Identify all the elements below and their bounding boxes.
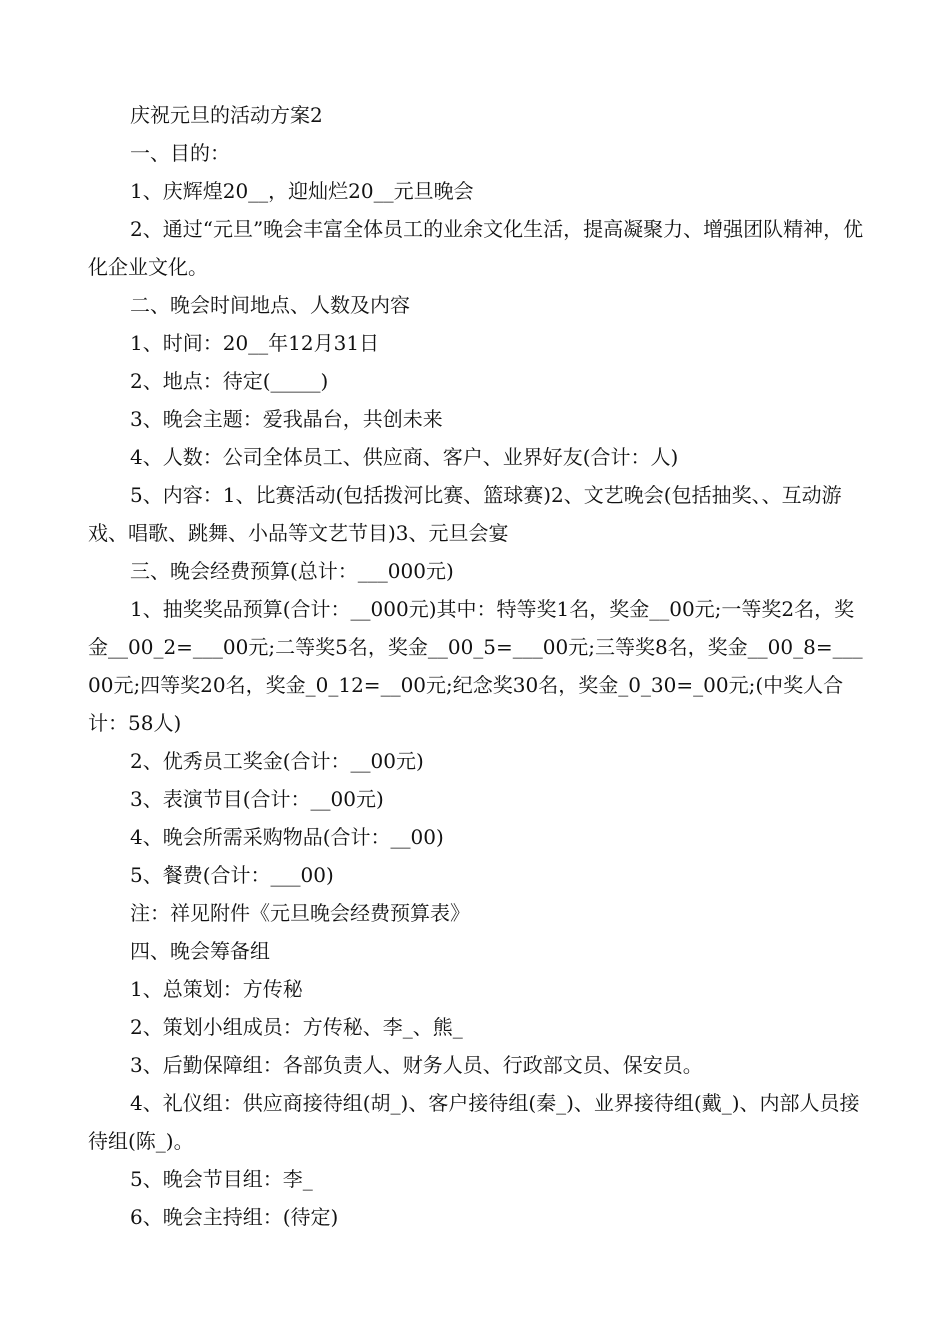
- section-heading-time-place: 二、晚会时间地点、人数及内容: [130, 293, 410, 317]
- paragraph: 3、表演节目(合计：__00元): [130, 787, 384, 811]
- paragraph: 4、晚会所需采购物品(合计：__00): [130, 825, 444, 849]
- paragraph: 2、地点：待定(_____): [130, 369, 329, 393]
- paragraph: 3、晚会主题：爱我晶台，共创未来: [130, 407, 443, 431]
- note: 注：祥见附件《元旦晚会经费预算表》: [130, 901, 470, 925]
- section-heading-budget: 三、晚会经费预算(总计：___000元): [130, 559, 454, 583]
- paragraph: 5、餐费(合计：___00): [130, 863, 334, 887]
- section-heading-purpose: 一、目的：: [130, 141, 230, 165]
- paragraph: 2、策划小组成员：方传秘、李_、熊_: [130, 1015, 463, 1039]
- paragraph: 1、时间：20__年12月31日: [130, 331, 380, 355]
- paragraph: 1、总策划：方传秘: [130, 977, 303, 1001]
- paragraph: 5、晚会节目组：李_: [130, 1167, 313, 1191]
- paragraph: 4、礼仪组：供应商接待组(胡_)、客户接待组(秦_)、业界接待组(戴_)、内部人员接待组(陈_)。: [88, 1091, 860, 1153]
- paragraph: 5、内容：1、比赛活动(包括拨河比赛、篮球赛)2、文艺晚会(包括抽奖、、互动游戏、唱歌、跳舞、小品等文艺节目)3、元旦会宴: [88, 483, 842, 545]
- paragraph: 3、后勤保障组：各部负责人、财务人员、行政部文员、保安员。: [130, 1053, 703, 1077]
- section-heading-organizers: 四、晚会筹备组: [130, 939, 270, 963]
- document-body: [88, 96, 868, 1236]
- paragraph: 6、晚会主持组：(待定): [130, 1205, 339, 1229]
- paragraph: 1、抽奖奖品预算(合计：__000元)其中：特等奖1名，奖金__00元;一等奖2名，奖金__00_2=___00元;二等奖5名，奖金__00_5=___00元;三等奖8名，奖金__00_8=___00元;四等奖20名，奖金_0_12=__00元;纪念奖30名，奖金_0_30=_00元;(中奖人合计：58人): [88, 597, 863, 735]
- paragraph: 1、庆辉煌20__，迎灿烂20__元旦晚会: [130, 179, 474, 203]
- paragraph: 4、人数：公司全体员工、供应商、客户、业界好友(合计：人): [130, 445, 679, 469]
- paragraph: 2、优秀员工奖金(合计：__00元): [130, 749, 424, 773]
- paragraph: 2、通过“元旦”晚会丰富全体员工的业余文化生活，提高凝聚力、增强团队精神，优化企业文化。: [88, 217, 864, 279]
- document-title: 庆祝元旦的活动方案2: [130, 103, 323, 127]
